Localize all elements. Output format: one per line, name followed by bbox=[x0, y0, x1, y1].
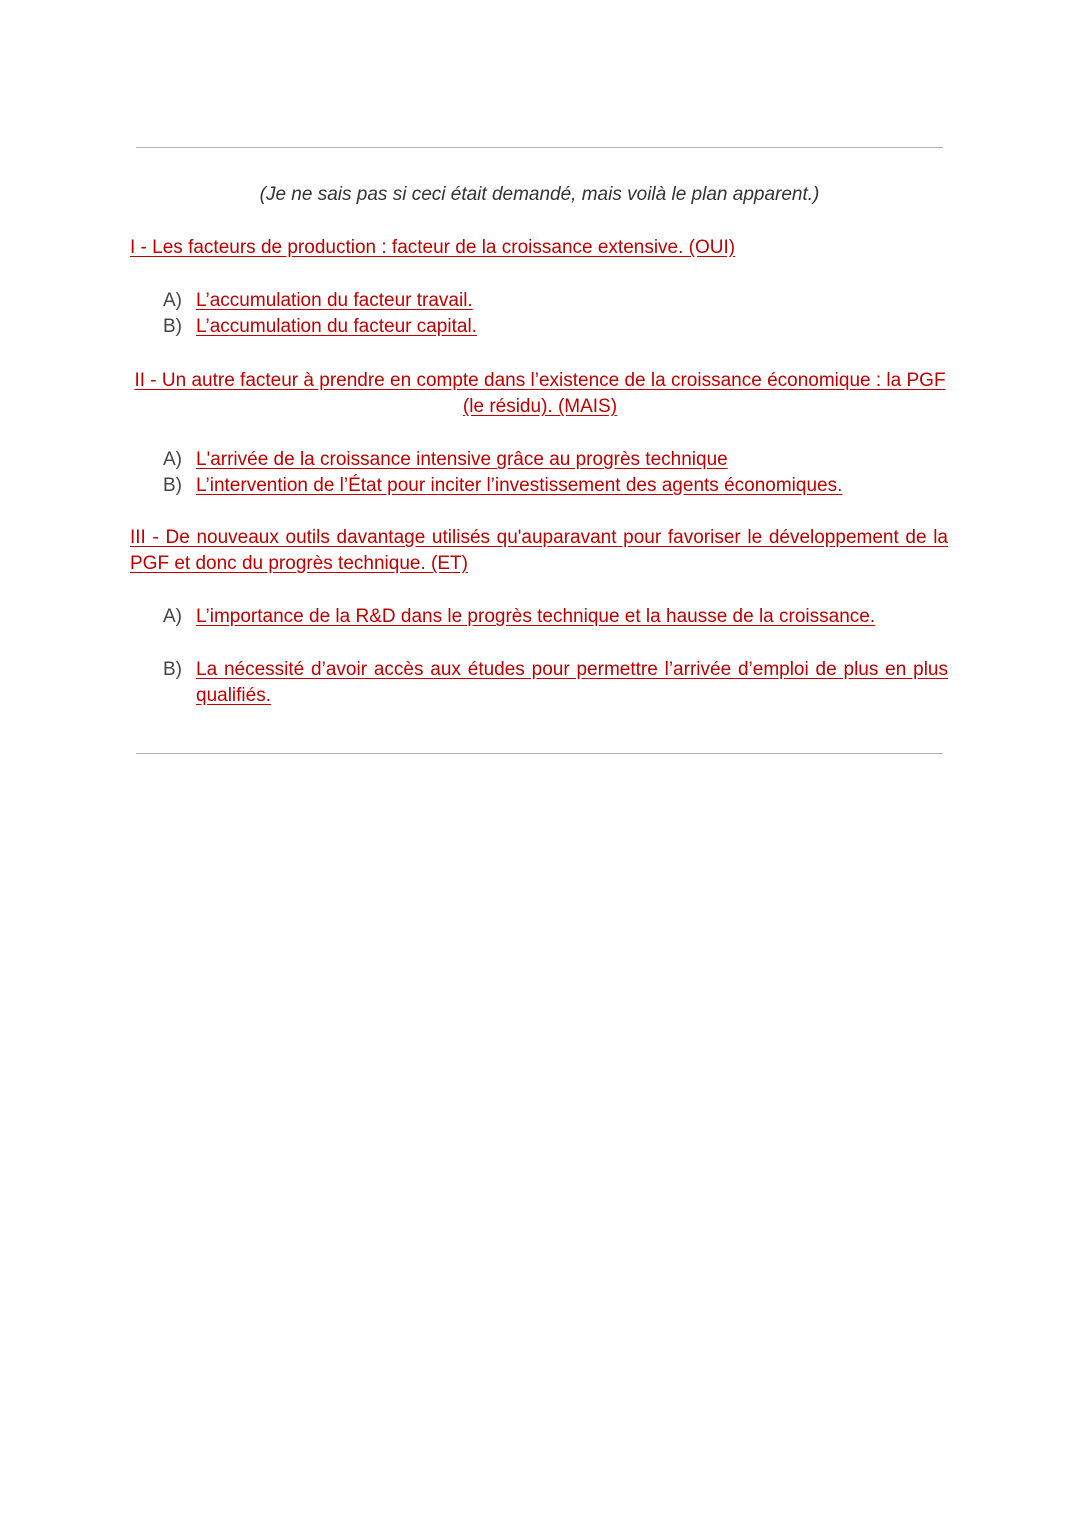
section-2-title: II - Un autre facteur à prendre en compte dans l’existence de la croissance économique : la PGF (le résidu). (MAIS) bbox=[134, 370, 946, 417]
intro-note: (Je ne sais pas si ceci était demandé, mais voilà le plan apparent.) bbox=[259, 184, 820, 205]
item-label: A) bbox=[163, 606, 182, 627]
item-text: L’accumulation du facteur travail. bbox=[196, 290, 473, 311]
section-3-title: III - De nouveaux outils davantage utilisés qu'auparavant pour favoriser le développement de la PGF et donc du progrès technique. (ET) bbox=[130, 527, 948, 574]
item-text: L’intervention de l’État pour inciter l’investissement des agents économiques. bbox=[196, 475, 843, 496]
section-2-item-b bbox=[163, 473, 948, 499]
item-label: B) bbox=[163, 659, 182, 680]
item-label: A) bbox=[163, 290, 182, 311]
section-3-heading bbox=[130, 525, 948, 577]
item-text: L'arrivée de la croissance intensive grâce au progrès technique bbox=[196, 449, 728, 470]
section-1-title: I - Les facteurs de production : facteur de la croissance extensive. (OUI) bbox=[130, 237, 736, 258]
section-1-item-a bbox=[163, 288, 948, 314]
section-1-heading bbox=[130, 235, 948, 261]
bottom-divider bbox=[136, 753, 943, 754]
item-text: L’accumulation du facteur capital. bbox=[196, 316, 477, 337]
section-2-item-a bbox=[163, 447, 948, 473]
section-3-item-a bbox=[163, 604, 948, 630]
item-label: B) bbox=[163, 316, 182, 337]
top-divider bbox=[136, 147, 943, 148]
section-3-item-b bbox=[163, 657, 948, 709]
item-text: L’importance de la R&D dans le progrès technique et la hausse de la croissance. bbox=[196, 606, 876, 627]
section-2-heading bbox=[134, 368, 946, 420]
section-1-item-b bbox=[163, 314, 948, 340]
item-text: La nécessité d’avoir accès aux études pour permettre l’arrivée d’emploi de plus en plus qualifiés. bbox=[196, 659, 948, 706]
item-label: A) bbox=[163, 449, 182, 470]
item-label: B) bbox=[163, 475, 182, 496]
